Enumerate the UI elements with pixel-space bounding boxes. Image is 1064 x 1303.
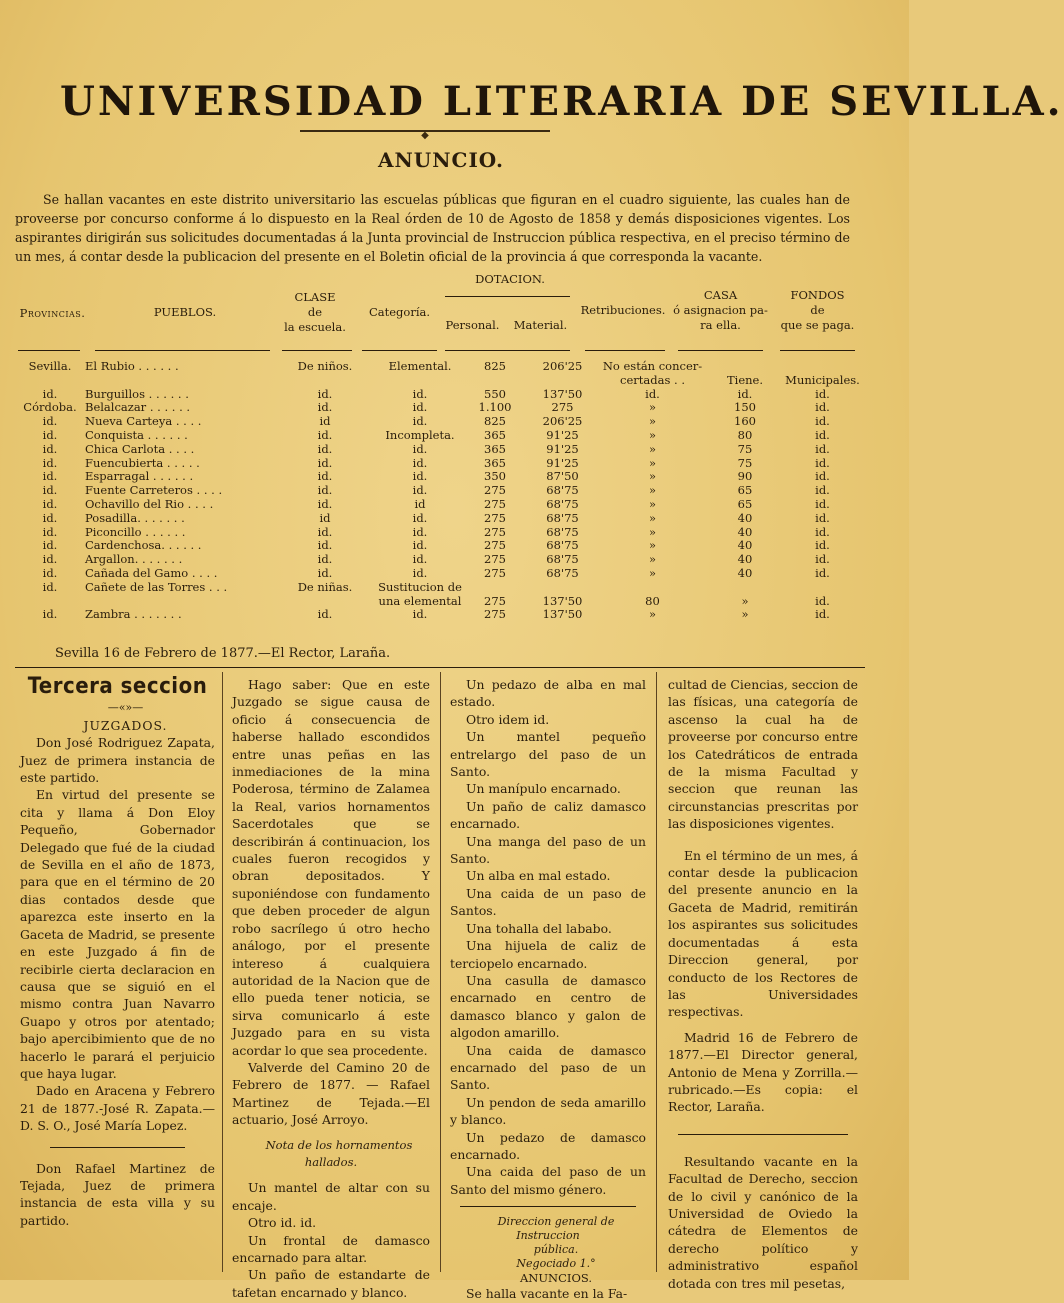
paragraph: Se halla vacante en la Fa- <box>466 1286 628 1302</box>
table-cell-pers: 365 <box>484 441 506 456</box>
table-cell-fond: id. <box>815 510 830 525</box>
column-rule <box>222 672 223 1272</box>
table-row <box>15 608 860 622</box>
vacancies-table <box>15 360 860 622</box>
table-cell-mat: 68'75 <box>546 496 579 511</box>
table-row <box>15 484 860 498</box>
announcement-title: ANUNCIO. <box>378 148 505 172</box>
table-row <box>15 470 860 484</box>
table-cell-ret: » <box>648 607 657 622</box>
paragraph: Resultando vacante en la Facultad de Derecho, seccion de lo civil y canónico de la Universidad de Oviedo la cátedra de Elementos de derecho político y administrativo español dotada con tres mil pesetas, <box>668 1153 858 1291</box>
table-cell-casa: 40 <box>737 510 753 525</box>
table-cell-pueblo: Cardenchosa. . . . . . <box>85 538 202 553</box>
section-ornament: —«»— <box>107 701 144 715</box>
table-cell-prov: id. <box>42 496 58 511</box>
table-row <box>15 415 860 429</box>
header-casa <box>668 288 773 333</box>
separator <box>50 1147 185 1148</box>
column-1 <box>20 676 215 1229</box>
paragraph: En virtud del presente se cita y llama á Don Eloy Pequeño, Gobernador Delegado que fué de la ciudad de Sevilla en el año de 1873, para que en el término de 20 dias contados desde que aparezca este inserto en la Gaceta de Madrid, se presente en este Juzgado á fin de recibirle cierta declaracion en causa que se siguió en el mismo contra Juan Navarro Guapo y otros por atentado; bajo apercibimiento que de no hacerlo le parará el perjuicio que haya lugar. <box>20 787 215 1081</box>
header-underline <box>95 350 270 351</box>
table-cell-ret: » <box>648 483 657 498</box>
table-cell-fond: id. <box>815 524 830 539</box>
table-cell-pers <box>465 581 525 595</box>
table-cell-casa: 90 <box>737 469 753 484</box>
column-rule <box>440 672 441 1272</box>
table-cell-casa: » <box>741 593 749 608</box>
table-cell-ret: » <box>648 565 657 580</box>
table-cell-ret: » <box>648 400 657 415</box>
table-cell-ret: » <box>648 524 657 539</box>
list-item: Un manípulo encarnado. <box>466 781 621 797</box>
table-cell-cat: id. <box>412 510 428 525</box>
table-cell-cat: una elemental <box>378 593 462 608</box>
table-cell-prov: id. <box>42 538 58 553</box>
table-cell-casa: Tiene. <box>726 372 764 387</box>
table-cell-clase: id. <box>317 496 333 511</box>
table-cell-fond: id. <box>815 496 830 511</box>
table-cell-clase: id. <box>317 565 333 580</box>
table-cell-casa: 40 <box>737 524 753 539</box>
header-clase-line2: de <box>307 305 323 319</box>
table-cell-pers: 825 <box>484 359 506 373</box>
table-cell-prov: id. <box>42 441 58 456</box>
table-cell-pers: 365 <box>484 455 506 470</box>
header-pueblos: PUEBLOS. <box>153 305 217 319</box>
table-cell-fond: id. <box>815 469 830 484</box>
table-cell-clase: id. <box>317 400 333 415</box>
header-casa-line2: ó asignacion pa- <box>673 303 768 317</box>
direccion-heading-2: pública. <box>533 1243 579 1257</box>
table-cell-casa: id. <box>737 386 753 401</box>
list-item: Un pedazo de damasco encarnado. <box>450 1129 646 1162</box>
table-cell-pueblo: Piconcillo . . . . . . <box>85 524 186 539</box>
table-cell-clase: id. <box>317 386 333 401</box>
rector-signature: Sevilla 16 de Febrero de 1877.—El Rector, Laraña. <box>55 646 391 661</box>
list-item: Un paño de estandarte de tafetan encarnado y blanco. <box>232 1267 430 1300</box>
table-cell-ret: » <box>648 455 657 470</box>
table-cell-prov: id. <box>42 579 58 594</box>
section-divider <box>15 667 865 668</box>
table-cell-pers: 350 <box>484 469 506 484</box>
table-cell-clase: id. <box>317 469 333 484</box>
table-cell-mat: 137'50 <box>542 607 583 622</box>
list-item: Un mantel de altar con su encaje. <box>232 1180 430 1213</box>
table-cell-ret: id. <box>645 386 660 401</box>
header-clase-line1: CLASE <box>294 290 336 304</box>
header-underline <box>282 350 352 351</box>
separator <box>678 1134 848 1135</box>
paragraph: Valverde del Camino 20 de Febrero de 1877. — Rafael Martinez de Tejada.—El actuario, José Arroyo. <box>232 1059 430 1128</box>
table-cell-clase: De niñas. <box>297 579 353 594</box>
table-cell-casa: 160 <box>734 414 756 429</box>
table-cell-mat: 91'25 <box>546 455 579 470</box>
table-row <box>15 388 860 402</box>
table-cell-pueblo <box>85 374 275 388</box>
table-cell-clase: id. <box>317 607 333 622</box>
table-cell-pueblo: Zambra . . . . . . . <box>85 607 182 622</box>
table-row <box>15 374 860 388</box>
table-cell-prov: id. <box>42 386 58 401</box>
table-cell-prov: id. <box>42 427 58 442</box>
list-item: Una caida de damasco encarnado del paso de un Santo. <box>450 1042 646 1093</box>
header-dotacion: DOTACION. <box>475 272 545 286</box>
table-cell-fond: id. <box>815 607 830 622</box>
table-cell-fond: id. <box>815 414 830 429</box>
header-clase <box>275 290 355 335</box>
header-casa-line1: CASA <box>703 288 738 302</box>
list-item: Una casulla de damasco encarnado en centro de damasco blanco y galon de algodon amarillo. <box>450 972 646 1041</box>
header-clase-line3: la escuela. <box>284 320 346 334</box>
column-4 <box>668 676 858 1292</box>
table-cell-mat: 68'75 <box>546 552 579 567</box>
list-item: Una caida del paso de un Santo del mismo género. <box>450 1164 646 1197</box>
table-cell-cat: id. <box>412 400 428 415</box>
table-cell-pueblo: Fuencubierta . . . . . <box>85 455 200 470</box>
list-item: Un pedazo de alba en mal estado. <box>450 677 646 710</box>
negociado: Negociado 1.° <box>516 1257 596 1271</box>
table-cell-fond: id. <box>815 386 830 401</box>
table-cell-pueblo: Nueva Carteya . . . . <box>85 414 202 429</box>
table-cell-ret: » <box>648 441 657 456</box>
table-cell-cat: id. <box>412 552 428 567</box>
table-cell-prov: id. <box>42 483 58 498</box>
table-cell-pers: 1.100 <box>478 400 512 415</box>
header-material: Material. <box>513 318 568 332</box>
table-cell-prov: id. <box>42 510 58 525</box>
table-cell-clase: De niños. <box>297 359 353 373</box>
table-cell-prov: id. <box>42 565 58 580</box>
table-cell-ret: No están concer- <box>602 359 703 373</box>
table-cell-casa: 40 <box>737 552 753 567</box>
header-provincias: Provincias. <box>19 306 86 320</box>
header-underline <box>678 350 763 351</box>
column-3 <box>450 676 646 1303</box>
table-cell-casa <box>705 581 785 595</box>
header-fondos-line2: de <box>810 303 825 317</box>
table-cell-mat: 275 <box>551 400 574 415</box>
table-cell-pers <box>465 374 525 388</box>
table-cell-casa <box>705 360 785 374</box>
paragraph: En el término de un mes, á contar desde la publicacion del presente anuncio en la Gaceta de Madrid, remitirán los aspirantes sus solicitudes documentadas á esta Direccion general, por conducto de los Rectores de las Universidades respectivas. <box>668 847 858 1020</box>
table-cell-fond <box>785 360 860 374</box>
table-cell-casa: 40 <box>737 538 753 553</box>
table-cell-clase <box>275 595 375 609</box>
table-cell-mat <box>525 581 600 595</box>
table-row <box>15 443 860 457</box>
direccion-heading: Direccion general de Instruccion <box>497 1215 615 1243</box>
table-cell-prov: id. <box>42 552 58 567</box>
table-cell-pueblo: Burguillos . . . . . . <box>85 386 189 401</box>
table-row <box>15 553 860 567</box>
header-casa-line3: ra ella. <box>700 318 741 332</box>
table-cell-mat: 91'25 <box>546 441 579 456</box>
table-cell-clase: id. <box>317 538 333 553</box>
table-cell-mat: 206'25 <box>542 414 583 429</box>
masthead-ornament: ◆ <box>300 130 550 140</box>
table-cell-cat: Incompleta. <box>385 427 455 442</box>
table-cell-mat: 68'75 <box>546 524 579 539</box>
table-cell-cat <box>375 374 465 388</box>
table-cell-fond: id. <box>815 441 830 456</box>
header-underline <box>585 350 665 351</box>
table-cell-prov <box>15 595 85 609</box>
table-cell-clase: id <box>319 510 331 525</box>
intro-paragraph: Se hallan vacantes en este distrito universitario las escuelas públicas que figuran en el cuadro siguiente, las cuales han de proveerse por concurso conforme á lo dispuesto en la Real órden de 10 de Agosto de 1858 y demás disposiciones vigentes. Los aspirantes dirigirán sus solicitudes documentadas á la Junta provincial de Instruccion pública respectiva, en el preciso término de un mes, á contar desde la publicacion del presente en el Boletin oficial de la provincia á que corresponda la vacante. <box>15 192 850 264</box>
header-underline <box>362 350 437 351</box>
table-cell-pers: 275 <box>484 496 506 511</box>
table-cell-clase: id. <box>317 455 333 470</box>
table-cell-casa: » <box>741 607 749 622</box>
header-fondos <box>775 288 860 333</box>
list-item: Un frontal de damasco encarnado para altar. <box>232 1232 430 1265</box>
table-cell-mat: 137'50 <box>542 593 583 608</box>
paragraph: Don José Rodriguez Zapata, Juez de primera instancia de este partido. <box>20 735 215 786</box>
table-cell-clase: id <box>319 414 331 429</box>
header-underline <box>18 350 80 351</box>
table-cell-pers: 550 <box>484 386 506 401</box>
table-cell-casa: 65 <box>737 483 753 498</box>
table-cell-cat: id. <box>412 386 428 401</box>
separator <box>460 1206 636 1207</box>
table-cell-ret: » <box>648 538 657 553</box>
table-cell-mat: 68'75 <box>546 565 579 580</box>
anuncios-heading: ANUNCIOS. <box>519 1271 592 1286</box>
header-retribuciones: Retribuciones. <box>580 303 666 317</box>
table-cell-ret: certadas . . <box>620 372 685 387</box>
header-categoria: Categoría. <box>368 305 431 319</box>
table-cell-cat: id. <box>412 524 428 539</box>
table-cell-pers: 275 <box>484 593 506 608</box>
header-underline <box>445 350 570 351</box>
table-cell-pers: 275 <box>484 483 506 498</box>
table-cell-fond: id. <box>815 427 830 442</box>
masthead: UNIVERSIDAD LITERARIA DE SEVILLA. <box>60 78 1064 125</box>
table-cell-cat: id. <box>412 538 428 553</box>
list-item: Un alba en mal estado. <box>466 868 611 884</box>
table-cell-prov: id. <box>42 455 58 470</box>
list-item: Otro id. id. <box>248 1215 317 1231</box>
header-underline <box>780 350 855 351</box>
table-cell-pers: 275 <box>484 524 506 539</box>
list-item: Una caida de un paso de Santos. <box>450 885 646 919</box>
table-cell-fond: id. <box>815 565 830 580</box>
table-row <box>15 567 860 581</box>
table-row <box>15 429 860 443</box>
table-cell-fond: id. <box>815 400 830 415</box>
table-cell-cat: id. <box>412 607 428 622</box>
column-rule <box>656 672 657 1272</box>
table-cell-mat: 68'75 <box>546 483 579 498</box>
table-cell-ret <box>600 581 705 595</box>
table-cell-clase: id. <box>317 441 333 456</box>
table-row <box>15 581 860 595</box>
table-cell-casa: 65 <box>737 496 753 511</box>
header-personal: Personal. <box>445 318 500 332</box>
table-cell-cat: id. <box>412 469 428 484</box>
table-row <box>15 401 860 415</box>
table-cell-clase: id. <box>317 427 333 442</box>
table-row <box>15 526 860 540</box>
table-cell-pers: 275 <box>484 552 506 567</box>
table-row <box>15 539 860 553</box>
list-item: Una tohalla del lababo. <box>466 920 612 936</box>
table-cell-pueblo: Ochavillo del Rio . . . . <box>85 496 214 511</box>
table-cell-mat <box>525 374 600 388</box>
header-fondos-line3: que se paga. <box>780 318 855 332</box>
table-cell-mat: 206'25 <box>542 359 583 373</box>
table-cell-fond: Municipales. <box>785 372 860 387</box>
table-cell-clase: id. <box>317 552 333 567</box>
table-cell-pers: 275 <box>484 565 506 580</box>
table-cell-clase: id. <box>317 483 333 498</box>
table-cell-pers: 365 <box>484 427 506 442</box>
table-cell-prov: id. <box>42 469 58 484</box>
list-item: Un pendon de seda amarillo y blanco. <box>450 1094 646 1128</box>
table-cell-pueblo <box>85 595 275 609</box>
table-row <box>15 512 860 526</box>
table-cell-casa: 75 <box>737 441 753 456</box>
list-item: Otro idem id. <box>466 711 550 727</box>
header-fondos-line1: FONDOS <box>790 288 845 302</box>
table-cell-ret: » <box>648 414 657 429</box>
table-cell-cat: id. <box>412 441 428 456</box>
nota-heading: Nota de los hornamentos hallados. <box>265 1137 413 1169</box>
table-cell-pueblo: Chica Carlota . . . . <box>85 441 195 456</box>
table-cell-casa: 75 <box>737 455 753 470</box>
table-cell-pueblo: Argallon. . . . . . . <box>85 552 183 567</box>
table-cell-mat: 68'75 <box>546 510 579 525</box>
table-cell-prov <box>15 374 85 388</box>
table-cell-fond: id. <box>815 483 830 498</box>
column-2 <box>232 676 430 1301</box>
table-cell-clase: id. <box>317 524 333 539</box>
table-cell-cat: id. <box>412 455 428 470</box>
table-cell-casa: 40 <box>737 565 753 580</box>
table-cell-cat: id. <box>412 414 428 429</box>
list-item: Un mantel pequeño entrelargo del paso de un Santo. <box>450 729 646 780</box>
table-cell-pers: 825 <box>484 414 506 429</box>
table-cell-clase <box>275 374 375 388</box>
table-cell-ret: » <box>648 469 657 484</box>
table-cell-fond: id. <box>815 538 830 553</box>
table-cell-prov: Córdoba. <box>23 400 77 415</box>
juzgados-heading: JUZGADOS. <box>83 717 168 733</box>
table-cell-prov: id. <box>42 607 58 622</box>
table-cell-mat: 137'50 <box>542 386 583 401</box>
table-cell-fond: id. <box>815 593 830 608</box>
table-cell-mat: 68'75 <box>546 538 579 553</box>
table-row <box>15 595 860 609</box>
table-cell-casa: 80 <box>737 427 753 442</box>
table-cell-ret: » <box>648 510 657 525</box>
table-cell-pueblo: Esparragal . . . . . . <box>85 469 194 484</box>
table-cell-prov: id. <box>42 524 58 539</box>
table-cell-pueblo: El Rubio . . . . . . <box>85 359 179 373</box>
table-row <box>15 360 860 374</box>
paragraph: Dado en Aracena y Febrero 21 de 1877.-José R. Zapata.—D. S. O., José María Lopez. <box>20 1083 215 1134</box>
table-cell-ret: 80 <box>645 593 660 608</box>
list-item: Una manga del paso de un Santo. <box>450 833 646 867</box>
table-cell-pers: 275 <box>484 607 506 622</box>
table-cell-ret: » <box>648 496 657 511</box>
table-cell-pueblo: Belalcazar . . . . . . <box>85 400 191 415</box>
table-cell-cat: Elemental. <box>388 359 452 373</box>
table-cell-fond: id. <box>815 455 830 470</box>
table-cell-prov: Sevilla. <box>28 359 72 373</box>
table-cell-pers: 275 <box>484 510 506 525</box>
table-cell-prov: id. <box>42 414 58 429</box>
table-cell-cat: id <box>414 496 426 511</box>
table-cell-pueblo: Cañada del Gamo . . . . <box>85 565 218 580</box>
list-item: Un paño de caliz damasco encarnado. <box>450 798 646 832</box>
paragraph: Hago saber: Que en este Juzgado se sigue causa de oficio á consecuencia de haberse hallado escondidos entre unas peñas en las inmediaciones de la mina Poderosa, término de Zalamea la Real, varios hornamentos Sacerdotales que se describirán á continuacion, los cuales fueron recogidos y obran depositados. Y suponiéndose con fundamento que deben proceder de algun robo sacrílego ú otro hecho análogo, por el presente intereso á cualquiera autoridad de la Nacion que de ello pueda tener noticia, se sirva comunicarlo á este Juzgado para en su vista acordar lo que sea procedente. <box>232 677 430 1058</box>
table-cell-cat: id. <box>412 483 428 498</box>
section-title: Tercera seccion <box>27 674 208 699</box>
table-cell-ret: » <box>648 552 657 567</box>
paragraph: Madrid 16 de Febrero de 1877.—El Director general, Antonio de Mena y Zorrilla.—rubricado.—Es copia: el Rector, Laraña. <box>668 1029 858 1115</box>
table-cell-cat: Sustitucion de <box>378 579 462 594</box>
table-row <box>15 498 860 512</box>
table-cell-mat: 91'25 <box>546 427 579 442</box>
table-cell-pueblo: Cañete de las Torres . . . <box>85 579 228 594</box>
table-cell-fond <box>785 581 860 595</box>
paragraph: cultad de Ciencias, seccion de las físicas, una categoría de ascenso la cual ha de proveerse por concurso entre los Catedráticos de entrada de la misma Facultad y seccion que reunan las circunstancias prescritas por las disposiciones vigentes. <box>668 677 858 832</box>
table-cell-ret: » <box>648 427 657 442</box>
table-cell-pers: 275 <box>484 538 506 553</box>
table-cell-cat: id. <box>412 565 428 580</box>
paragraph: Don Rafael Martinez de Tejada, Juez de primera instancia de esta villa y su partido. <box>20 1160 215 1228</box>
table-cell-casa: 150 <box>734 400 756 415</box>
table-cell-mat: 87'50 <box>546 469 579 484</box>
dotacion-rule <box>445 296 570 297</box>
table-cell-fond: id. <box>815 552 830 567</box>
table-cell-pueblo: Fuente Carreteros . . . . <box>85 483 223 498</box>
list-item: Una hijuela de caliz de terciopelo encarnado. <box>450 938 646 971</box>
table-cell-pueblo: Conquista . . . . . . <box>85 427 188 442</box>
table-cell-pueblo: Posadilla. . . . . . . <box>85 510 185 525</box>
table-row <box>15 457 860 471</box>
